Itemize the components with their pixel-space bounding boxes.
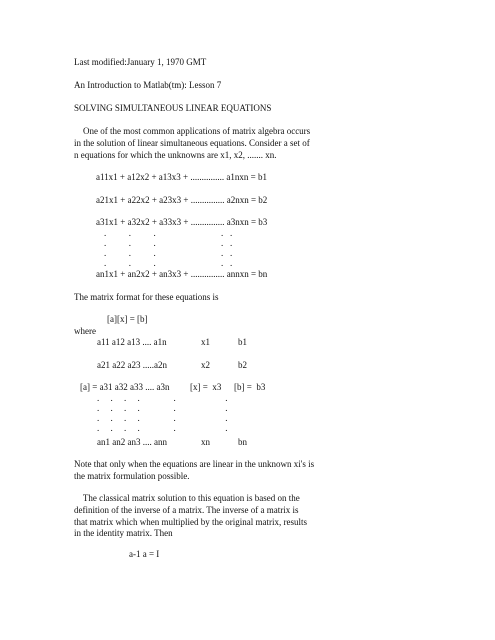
where-label: where	[74, 326, 96, 336]
vector-b-row-3: [b] = b3	[234, 382, 266, 392]
equation-dots-4: . . . . .	[104, 258, 233, 268]
equation-dots-3: . . . . .	[104, 248, 233, 258]
matrix-dots-3: . . . . . .	[97, 413, 228, 423]
matrix-dots-4: . . . . . .	[97, 423, 228, 433]
section-title: SOLVING SIMULTANEOUS LINEAR EQUATIONS	[74, 103, 272, 113]
vector-x-row-3: [x] = x3	[190, 382, 222, 392]
vector-b-row-n: bn	[238, 437, 247, 447]
matrix-intro-text: The matrix format for these equations is	[74, 292, 219, 302]
note-line-2: the matrix formulation possible.	[74, 471, 190, 481]
course-title: An Introduction to Matlab(tm): Lesson 7	[74, 80, 222, 90]
classical-line-2: definition of the inverse of a matrix. The inverse of a matrix is	[74, 505, 299, 515]
matrix-a-row-3: [a] = a31 a32 a33 .... a3n	[80, 382, 170, 392]
equation-3: a31x1 + a32x2 + a33x3 + ............... a3nxn = b3	[96, 217, 268, 227]
equation-1: a11x1 + a12x2 + a13x3 + ............... a1nxn = b1	[96, 172, 267, 182]
vector-b-row-2: b2	[238, 360, 247, 370]
intro-line-3: n equations for which the unknowns are x1, x2, ....... xn.	[74, 150, 277, 160]
intro-line-2: in the solution of linear simultaneous equations. Consider a set of	[74, 138, 310, 148]
matrix-a-row-2: a21 a22 a23 .....a2n	[97, 360, 167, 370]
matrix-dots-1: . . . . . .	[97, 393, 228, 403]
last-modified-text: Last modified:January 1, 1970 GMT	[74, 57, 207, 67]
classical-line-3: that matrix which when multiplied by the original matrix, results	[74, 517, 307, 527]
vector-x-row-2: x2	[201, 360, 210, 370]
equation-dots-2: . . . . .	[104, 238, 233, 248]
equation-2: a21x1 + a22x2 + a23x3 + ............... a2nxn = b2	[96, 195, 268, 205]
matrix-a-row-1: a11 a12 a13 .... a1n	[97, 337, 167, 347]
intro-line-1: One of the most common applications of matrix algebra occurs	[74, 126, 311, 136]
matrix-equation: [a][x] = [b]	[107, 314, 148, 324]
matrix-a-row-n: an1 an2 an3 .... ann	[97, 437, 167, 447]
equation-dots-1: . . . . .	[104, 228, 233, 238]
classical-line-1: The classical matrix solution to this equation is based on the	[74, 493, 300, 503]
vector-x-row-n: xn	[201, 437, 210, 447]
inverse-equation: a-1 a = I	[129, 549, 160, 559]
matrix-dots-2: . . . . . .	[97, 403, 228, 413]
vector-b-row-1: b1	[238, 337, 247, 347]
note-line-1: Note that only when the equations are linear in the unknown xi's is	[74, 459, 315, 469]
vector-x-row-1: x1	[201, 337, 210, 347]
equation-n: an1x1 + an2x2 + an3x3 + ............... annxn = bn	[96, 269, 268, 279]
classical-line-4: in the identity matrix. Then	[74, 528, 173, 538]
